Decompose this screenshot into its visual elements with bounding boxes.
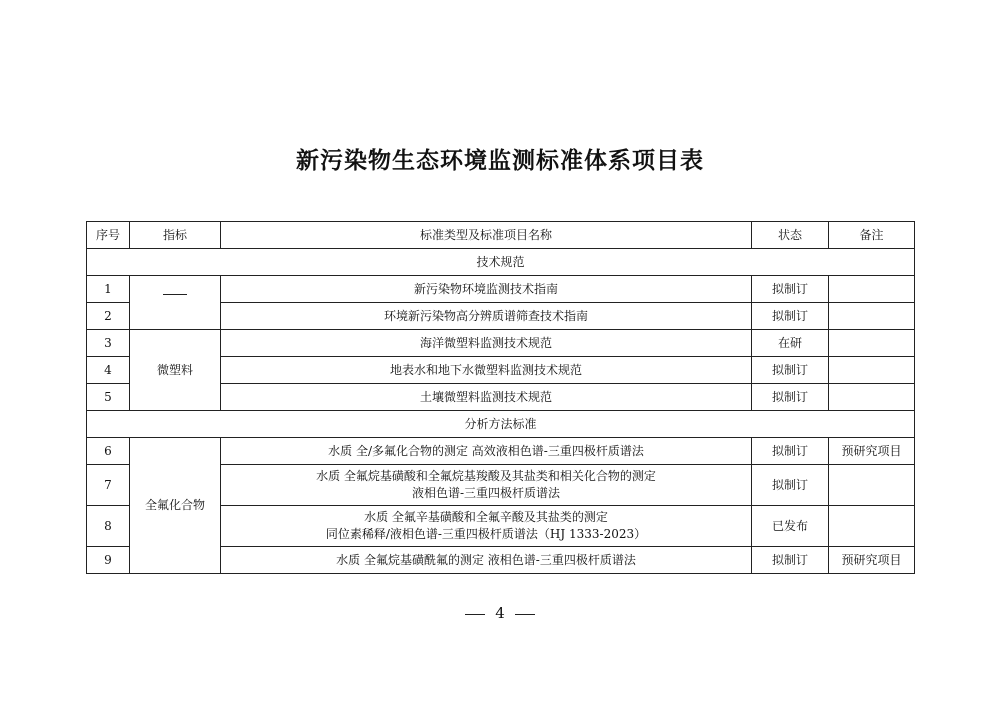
table-row [87,438,915,465]
indicator-microplastic: 微塑料 [130,330,221,411]
row-status: 在研 [752,330,829,357]
section-tech: 技术规范 [87,249,915,276]
row-seq: 9 [87,547,130,574]
header-status: 状态 [752,222,829,249]
row-remark: 预研究项目 [829,438,915,465]
row-status: 拟制订 [752,547,829,574]
row-status: 已发布 [752,506,829,547]
row-name: 土壤微塑料监测技术规范 [221,384,752,411]
row-name: 海洋微塑料监测技术规范 [221,330,752,357]
row-seq: 4 [87,357,130,384]
row-seq: 3 [87,330,130,357]
section-row-method [87,411,915,438]
footer-dash-left [465,614,485,615]
table-header-row [87,222,915,249]
page-number: 4 [495,604,505,622]
row-name-line: 水质 全氟辛基磺酸和全氟辛酸及其盐类的测定 [364,510,608,524]
indicator-none [130,276,221,330]
footer-dash-right [515,614,535,615]
row-name [221,506,752,547]
row-name: 水质 全氟烷基磺酰氟的测定 液相色谱-三重四极杆质谱法 [221,547,752,574]
row-name: 环境新污染物高分辨质谱筛查技术指南 [221,303,752,330]
row-status: 拟制订 [752,384,829,411]
row-remark [829,330,915,357]
row-name-line: 水质 全氟烷基磺酸和全氟烷基羧酸及其盐类和相关化合物的测定 [316,469,656,483]
page-title: 新污染物生态环境监测标准体系项目表 [296,148,704,174]
indicator-pfas: 全氟化合物 [130,438,221,574]
header-remark: 备注 [829,222,915,249]
header-name: 标准类型及标准项目名称 [221,222,752,249]
row-remark: 预研究项目 [829,547,915,574]
row-seq: 8 [87,506,130,547]
row-seq: 2 [87,303,130,330]
header-seq: 序号 [87,222,130,249]
row-name-line: 液相色谱-三重四极杆质谱法 [411,486,561,500]
section-row-tech [87,249,915,276]
standards-table [86,221,915,574]
table-row [87,330,915,357]
table-row [87,276,915,303]
row-remark [829,384,915,411]
row-status: 拟制订 [752,276,829,303]
row-status: 拟制订 [752,465,829,506]
row-name: 地表水和地下水微塑料监测技术规范 [221,357,752,384]
row-name [221,465,752,506]
row-remark [829,465,915,506]
row-seq: 1 [87,276,130,303]
row-status: 拟制订 [752,438,829,465]
row-name: 新污染物环境监测技术指南 [221,276,752,303]
row-remark [829,506,915,547]
row-seq: 6 [87,438,130,465]
row-status: 拟制订 [752,357,829,384]
section-method: 分析方法标准 [87,411,915,438]
page-footer [0,604,1000,622]
row-name-line: 同位素稀释/液相色谱-三重四极杆质谱法（HJ 1333-2023） [325,527,647,541]
indicator-dash [163,294,187,312]
row-name: 水质 全/多氟化合物的测定 高效液相色谱-三重四极杆质谱法 [221,438,752,465]
row-remark [829,357,915,384]
header-indicator: 指标 [130,222,221,249]
row-remark [829,276,915,303]
row-seq: 7 [87,465,130,506]
row-status: 拟制订 [752,303,829,330]
row-seq: 5 [87,384,130,411]
row-remark [829,303,915,330]
